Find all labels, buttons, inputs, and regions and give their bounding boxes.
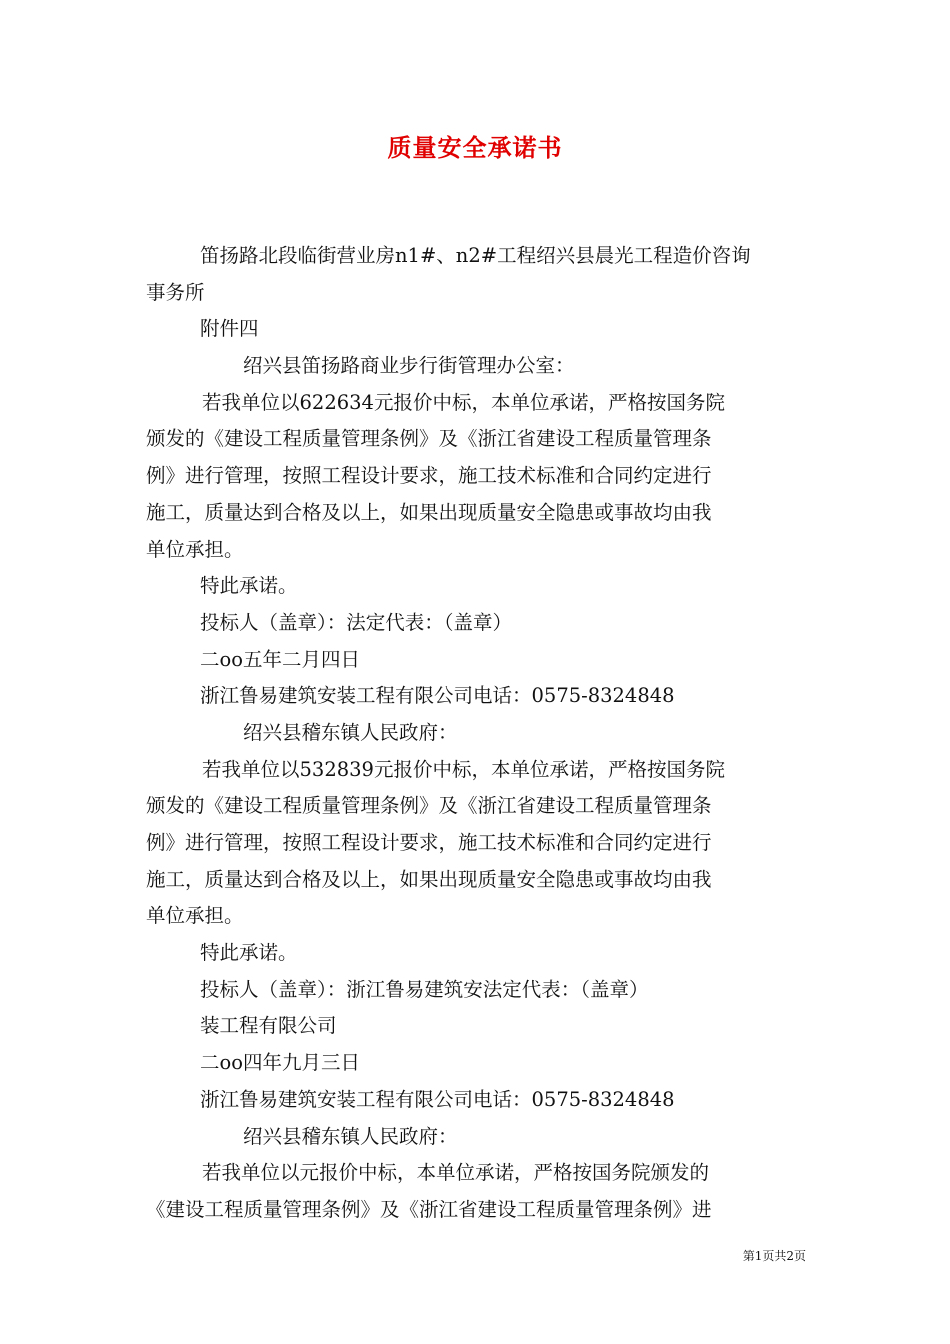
body-line: 笛扬路北段临街营业房n1#、n2#工程绍兴县晨光工程造价咨询 bbox=[200, 244, 751, 267]
body-line: 例》进行管理，按照工程设计要求，施工技术标准和合同约定进行 bbox=[146, 831, 712, 854]
addressee-line: 绍兴县稽东镇人民政府： bbox=[243, 720, 458, 744]
date-line: 二oo四年九月三日 bbox=[200, 1051, 360, 1075]
body-line: 颁发的《建设工程质量管理条例》及《浙江省建设工程质量管理条 bbox=[146, 427, 712, 451]
body-line: 特此承诺。 bbox=[200, 941, 298, 965]
body-line: 颁发的《建设工程质量管理条例》及《浙江省建设工程质量管理条 bbox=[146, 794, 712, 818]
body-line: 附件四 bbox=[200, 317, 259, 341]
body-line: 施工，质量达到合格及以上，如果出现质量安全隐患或事故均由我 bbox=[146, 500, 712, 524]
addressee-line: 绍兴县笛扬路商业步行街管理办公室： bbox=[243, 354, 575, 378]
body-line: 例》进行管理，按照工程设计要求，施工技术标准和合同约定进行 bbox=[146, 464, 712, 488]
contact-line: 浙江鲁易建筑安装工程有限公司电话：0575-8324848 bbox=[200, 684, 675, 708]
signature-line: 投标人（盖章）：法定代表：（盖章） bbox=[200, 610, 513, 634]
body-line: 装工程有限公司 bbox=[200, 1014, 337, 1038]
signature-line: 投标人（盖章）：浙江鲁易建筑安法定代表：（盖章） bbox=[200, 977, 649, 1001]
body-line: 若我单位以622634元报价中标，本单位承诺，严格按国务院 bbox=[202, 390, 725, 414]
contact-line: 浙江鲁易建筑安装工程有限公司电话：0575-8324848 bbox=[200, 1087, 675, 1111]
body-line: 事务所 bbox=[146, 280, 205, 304]
body-line: 单位承担。 bbox=[146, 904, 244, 928]
body-line: 施工，质量达到合格及以上，如果出现质量安全隐患或事故均由我 bbox=[146, 867, 712, 891]
page-number: 第1页共2页 bbox=[742, 1249, 806, 1263]
body-line: 《建设工程质量管理条例》及《浙江省建设工程质量管理条例》进 bbox=[146, 1197, 712, 1221]
body-line: 若我单位以532839元报价中标，本单位承诺，严格按国务院 bbox=[202, 757, 725, 781]
body-line: 特此承诺。 bbox=[200, 574, 298, 598]
body-line: 若我单位以元报价中标，本单位承诺，严格按国务院颁发的 bbox=[202, 1161, 710, 1185]
date-line: 二oo五年二月四日 bbox=[200, 647, 360, 671]
document-title: 质量安全承诺书 bbox=[387, 133, 563, 162]
addressee-line: 绍兴县稽东镇人民政府： bbox=[243, 1124, 458, 1148]
document-body bbox=[146, 238, 810, 1229]
body-line: 单位承担。 bbox=[146, 537, 244, 561]
